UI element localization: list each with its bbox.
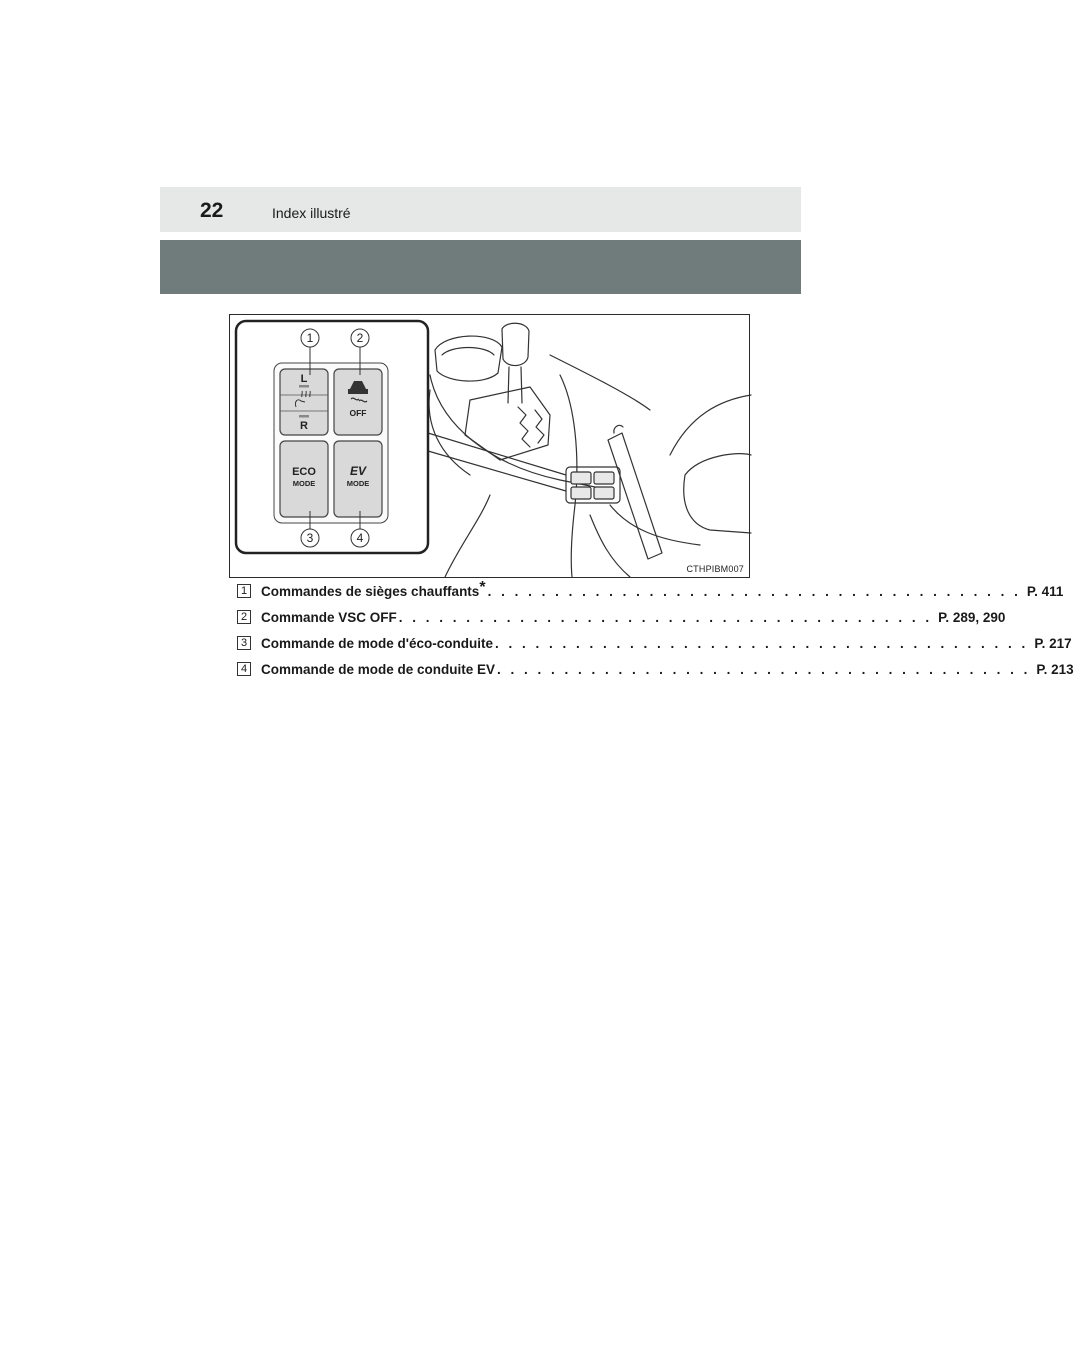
eco-label-line2: MODE: [292, 479, 316, 488]
legend-list: [237, 578, 1074, 682]
vsc-off-label: OFF: [349, 408, 367, 418]
page-reference-link[interactable]: P. 217: [1034, 635, 1072, 651]
console-illustration: [229, 314, 750, 578]
page-number: 22: [200, 199, 224, 222]
vsc-off-switch: [334, 369, 382, 435]
seat-right-label: R: [300, 420, 308, 432]
item-label: Commandes de sièges chauffants*: [261, 579, 486, 599]
seat-left-label: L: [300, 373, 308, 385]
item-label: Commande VSC OFF: [261, 609, 397, 625]
callout-1-number: 1: [306, 331, 314, 345]
parking-brake: [608, 433, 662, 559]
section-title: Index illustré: [272, 205, 351, 221]
shift-lever: [502, 323, 529, 365]
list-item: [237, 604, 1006, 630]
item-number: 1: [237, 584, 251, 598]
page-reference-link[interactable]: P. 411: [1026, 583, 1064, 599]
list-item: [237, 656, 1074, 682]
dot-leader: . . . . . . . . . . . . . . . . . . . . . . . . . . . . . . . . . . . . . . . .: [398, 609, 933, 625]
ev-label-line1: EV: [349, 464, 367, 478]
armrest: [684, 454, 751, 533]
list-item: [237, 630, 1072, 656]
dot-leader: . . . . . . . . . . . . . . . . . . . . . . . . . . . . . . . . . . . . . . . .: [487, 583, 1021, 599]
shift-gate: [465, 387, 550, 460]
page-reference-link[interactable]: P. 289, 290: [938, 609, 1006, 625]
ev-label-line2: MODE: [346, 479, 370, 488]
dot-leader: . . . . . . . . . . . . . . . . . . . . . . . . . . . . . . . . . . . . . . . .: [497, 661, 1031, 677]
page-reference-link[interactable]: P. 213: [1036, 661, 1074, 677]
item-label: Commande de mode d'éco-conduite: [261, 635, 493, 651]
item-label: Commande de mode de conduite EV: [261, 661, 496, 677]
cup-holder: [435, 336, 502, 381]
console-drawing: [230, 315, 751, 579]
asterisk-mark: *: [479, 579, 486, 596]
callout-4-number: 4: [356, 531, 364, 545]
section-bar: [160, 240, 801, 294]
item-number: 3: [237, 636, 251, 650]
item-number: 2: [237, 610, 251, 624]
eco-label-line1: ECO: [292, 466, 316, 478]
dot-leader: . . . . . . . . . . . . . . . . . . . . . . . . . . . . . . . . . . . . . . . .: [495, 635, 1029, 651]
callout-3-number: 3: [306, 531, 314, 545]
header-band: [160, 187, 801, 232]
figure-code: CTHPIBM007: [686, 564, 744, 574]
item-number: 4: [237, 662, 251, 676]
list-item: [237, 578, 1064, 604]
callout-2-number: 2: [356, 331, 364, 345]
